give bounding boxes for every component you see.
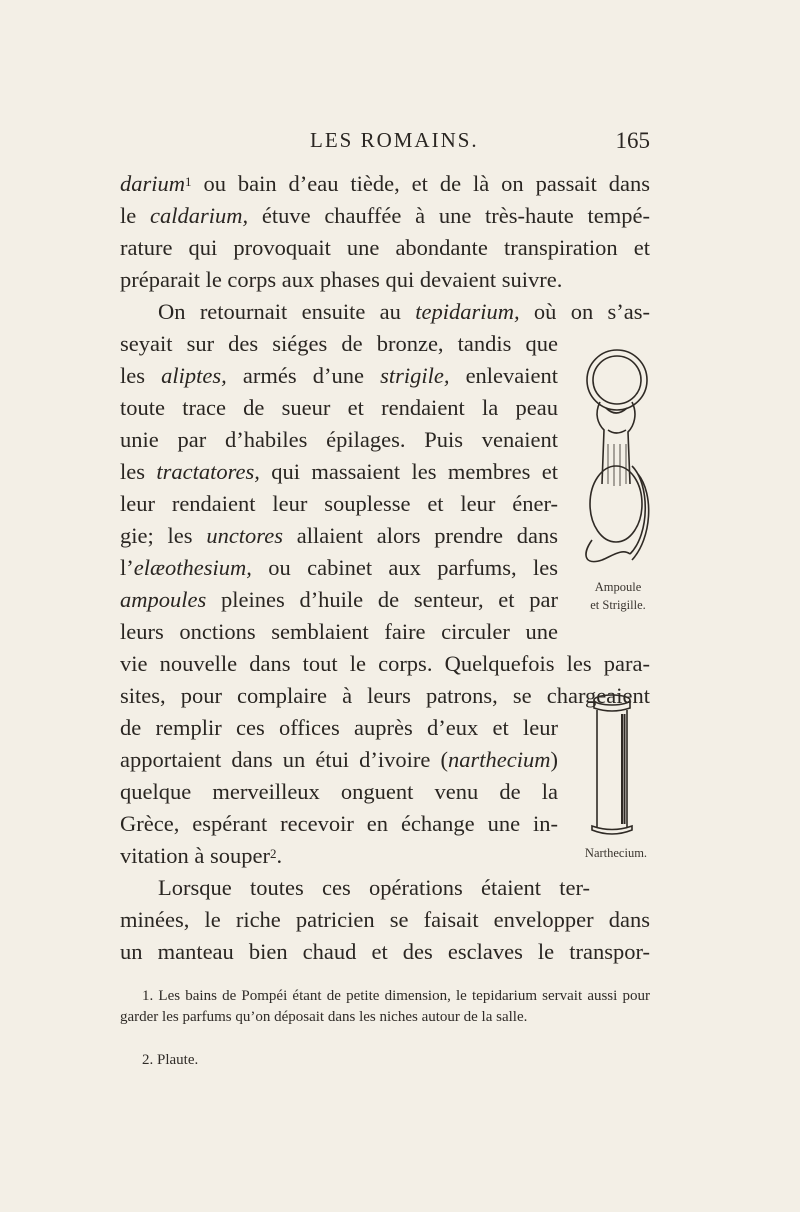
ampoule-strigil-illustration — [572, 334, 656, 574]
running-title: LES ROMAINS. — [310, 128, 479, 152]
italic-term: unctores — [206, 523, 283, 548]
text-line — [120, 456, 558, 488]
text-line: un manteau bien chaud et des esclaves le transpor- — [120, 939, 650, 964]
text-line: sites, pour complaire à leurs patrons, se chargeaient — [120, 683, 650, 708]
text-run: allaient alors prendre dans — [282, 523, 559, 548]
caption-line: Ampoule — [594, 580, 642, 594]
text-line — [120, 200, 650, 232]
text-run: les — [120, 363, 162, 388]
italic-term: strigile, — [380, 363, 450, 388]
text-run: . — [276, 843, 283, 868]
text-line — [120, 552, 558, 584]
text-line: préparait le corps aux phases qui devaient suivre. — [120, 267, 563, 292]
text-line: leurs onctions semblaient faire circuler une — [120, 619, 558, 644]
footnote-number: 1. — [142, 988, 154, 1004]
text-line: seyait sur des siéges de bronze, tandis que — [120, 331, 558, 356]
footnote-number: 2. — [142, 1052, 154, 1068]
italic-term: ampoules — [120, 587, 207, 612]
text-line: quelque merveilleux onguent venu de la — [120, 779, 558, 804]
text-line — [120, 520, 558, 552]
footnote-1 — [120, 986, 650, 1028]
text-line: vie nouvelle dans tout le corps. Quelquefois les para- — [120, 651, 650, 676]
text-run: armés d’une — [226, 363, 381, 388]
italic-term: darium — [120, 171, 186, 196]
text-run: ou bain d’eau tiède, et de là on passait dans — [191, 171, 650, 196]
caption-line: et Strigille. — [590, 598, 646, 612]
text-line: unie par d’habiles épilages. Puis venaient — [120, 427, 558, 452]
figure-caption — [574, 844, 658, 862]
italic-term: elæothesium, — [133, 555, 252, 580]
text-run: étuve chauffée à une très-haute tempé- — [248, 203, 650, 228]
caption-line: Narthecium. — [584, 846, 648, 860]
narthecium-illustration — [588, 690, 638, 840]
text-run: apportaient dans un étui d’ivoire ( — [120, 747, 449, 772]
text-run: les — [120, 459, 157, 484]
text-line: Grèce, espérant recevoir en échange une in- — [120, 811, 558, 836]
text-line — [120, 296, 650, 328]
text-line — [120, 584, 558, 616]
footnote-2 — [120, 1050, 650, 1071]
text-run: On retournait ensuite au — [158, 299, 416, 324]
italic-term: tractatores, — [156, 459, 260, 484]
text-run: gie; les — [120, 523, 207, 548]
text-run: vitation à souper — [120, 843, 270, 868]
text-line: leur rendaient leur souplesse et leur éner- — [120, 491, 558, 516]
text-line: Lorsque toutes ces opérations étaient ter- — [158, 875, 590, 900]
text-run: ) — [550, 747, 558, 772]
italic-term: narthecium — [448, 747, 551, 772]
italic-term: aliptes, — [161, 363, 227, 388]
figure-caption — [582, 578, 654, 614]
text-run: qui massaient les membres et — [259, 459, 558, 484]
text-line — [120, 360, 558, 392]
text-line — [120, 744, 558, 776]
text-line: minées, le riche patricien se faisait envelopper dans — [120, 907, 650, 932]
text-run: enlevaient — [449, 363, 559, 388]
text-line: de remplir ces offices auprès d’eux et leur — [120, 715, 558, 740]
italic-term: tepidarium, — [415, 299, 520, 324]
text-line: rature qui provoquait une abondante transpiration et — [120, 235, 650, 260]
text-run: l’ — [120, 555, 134, 580]
footnote-ref: 2 — [269, 846, 277, 861]
text-run: ou cabinet aux parfums, les — [251, 555, 558, 580]
text-line — [120, 840, 558, 872]
text-line — [120, 168, 650, 200]
footnote-text: Les bains de Pompéi étant de petite dimension, le tepidarium servait aussi pour garder les parfums qu’on déposait dans les niches autour de la salle. — [120, 988, 650, 1025]
text-run: le — [120, 203, 150, 228]
footnote-text: Plaute. — [153, 1052, 199, 1068]
footnote-ref: 1 — [185, 174, 192, 189]
text-line: toute trace de sueur et rendaient la peau — [120, 395, 558, 420]
text-run: où on s’as- — [519, 299, 651, 324]
italic-term: caldarium, — [149, 203, 249, 228]
page-number: 165 — [615, 128, 650, 153]
text-run: pleines d’huile de senteur, et par — [206, 587, 558, 612]
